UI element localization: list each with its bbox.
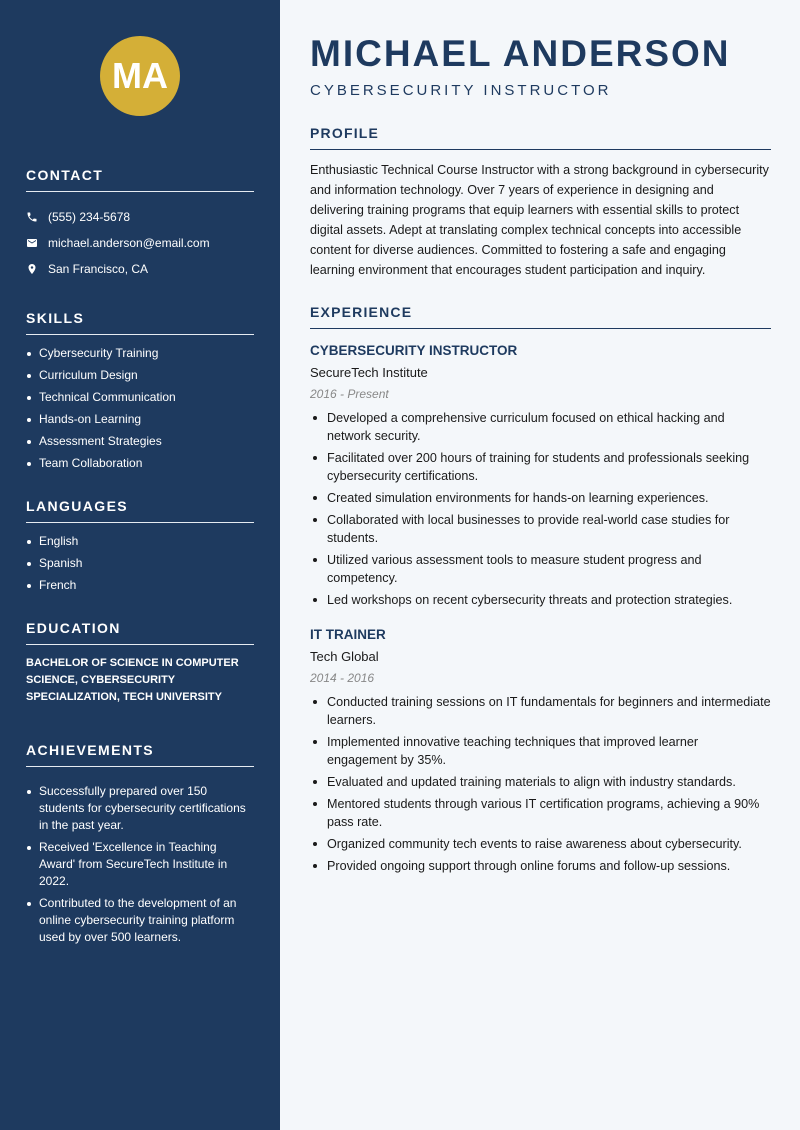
job-company: Tech Global: [310, 649, 379, 664]
email-text: michael.anderson@email.com: [48, 236, 210, 250]
job-bullet: Utilized various assessment tools to measure student progress and competency.: [310, 551, 771, 587]
job-entry: [310, 625, 771, 875]
job-role: CYBERSECURITY INSTRUCTOR: [310, 343, 518, 358]
avatar-initials: MA: [112, 55, 168, 96]
languages-section: [26, 498, 254, 594]
profile-text: Enthusiastic Technical Course Instructor with a strong background in cybersecurity and information technology. Over 7 years of experience in designing and delivering training programs that equip learners with essential skills to protect digital assets. Adept at translating complex technical concepts into accessible content for diverse audiences. Committed to fostering a safe and engaging learning environment that encourages student participation and inquiry.: [310, 163, 769, 277]
skills-title: SKILLS: [26, 310, 254, 335]
language-item: Spanish: [26, 555, 254, 572]
skill-item: Hands-on Learning: [26, 411, 254, 428]
job-dates: 2016 - Present: [310, 387, 389, 401]
job-bullet: Implemented innovative teaching techniques that improved learner engagement by 35%.: [310, 733, 771, 769]
contact-list: [26, 204, 254, 282]
job-dates: 2014 - 2016: [310, 671, 375, 685]
job-bullets: [310, 693, 771, 875]
skill-item: Curriculum Design: [26, 367, 254, 384]
contact-title: CONTACT: [26, 167, 254, 192]
job-bullet: Mentored students through various IT certification programs, achieving a 90% pass rate.: [310, 795, 771, 831]
skill-item: Assessment Strategies: [26, 433, 254, 450]
phone-icon: [26, 211, 38, 223]
skills-list: [26, 345, 254, 472]
job-bullet: Facilitated over 200 hours of training for students and professionals seeking cybersecurity certifications.: [310, 449, 771, 485]
achievements-list: [26, 783, 254, 946]
achievements-section: [26, 742, 254, 946]
achievement-item: Contributed to the development of an online cybersecurity training platform used by over 500 learners.: [26, 895, 254, 946]
job-role: IT TRAINER: [310, 627, 386, 642]
achievement-item: Successfully prepared over 150 students for cybersecurity certifications in the past year.: [26, 783, 254, 834]
email-icon: [26, 237, 38, 249]
job-bullet: Organized community tech events to raise awareness about cybersecurity.: [310, 835, 771, 853]
education-degree: BACHELOR OF SCIENCE IN COMPUTER SCIENCE, CYBERSECURITY SPECIALIZATION, TECH UNIVERSITY: [26, 657, 239, 703]
contact-section: [26, 167, 254, 282]
job-bullet: Conducted training sessions on IT fundamentals for beginners and intermediate learners.: [310, 693, 771, 729]
job-bullets: [310, 409, 771, 609]
sidebar: [0, 0, 280, 1130]
job-bullet: Developed a comprehensive curriculum focused on ethical hacking and network security.: [310, 409, 771, 445]
job-bullet: Created simulation environments for hands-on learning experiences.: [310, 489, 771, 507]
job-bullet: Evaluated and updated training materials to align with industry standards.: [310, 773, 771, 791]
education-section: [26, 620, 254, 706]
languages-list: [26, 533, 254, 594]
profile-section: [310, 125, 771, 280]
candidate-title: CYBERSECURITY INSTRUCTOR: [310, 82, 612, 99]
avatar: [100, 36, 180, 116]
location-text: San Francisco, CA: [48, 262, 149, 276]
contact-phone: [26, 204, 254, 230]
skill-item: Cybersecurity Training: [26, 345, 254, 362]
experience-title: EXPERIENCE: [310, 304, 771, 329]
job-entry: [310, 341, 771, 609]
profile-title: PROFILE: [310, 125, 771, 150]
job-bullet: Led workshops on recent cybersecurity threats and protection strategies.: [310, 591, 771, 609]
job-company: SecureTech Institute: [310, 365, 428, 380]
skill-item: Technical Communication: [26, 389, 254, 406]
language-item: English: [26, 533, 254, 550]
skill-item: Team Collaboration: [26, 455, 254, 472]
contact-location: [26, 256, 254, 282]
languages-title: LANGUAGES: [26, 498, 254, 523]
contact-email: [26, 230, 254, 256]
location-pin-icon: [26, 263, 38, 275]
phone-text: (555) 234-5678: [48, 210, 131, 224]
job-bullet: Collaborated with local businesses to provide real-world case studies for students.: [310, 511, 771, 547]
education-title: EDUCATION: [26, 620, 254, 645]
achievement-item: Received 'Excellence in Teaching Award' from SecureTech Institute in 2022.: [26, 839, 254, 890]
skills-section: [26, 310, 254, 472]
job-bullet: Provided ongoing support through online forums and follow-up sessions.: [310, 857, 771, 875]
main-content: [280, 0, 800, 1130]
candidate-name: MICHAEL ANDERSON: [310, 33, 731, 74]
experience-section: [310, 304, 771, 875]
achievements-title: ACHIEVEMENTS: [26, 742, 254, 767]
language-item: French: [26, 577, 254, 594]
